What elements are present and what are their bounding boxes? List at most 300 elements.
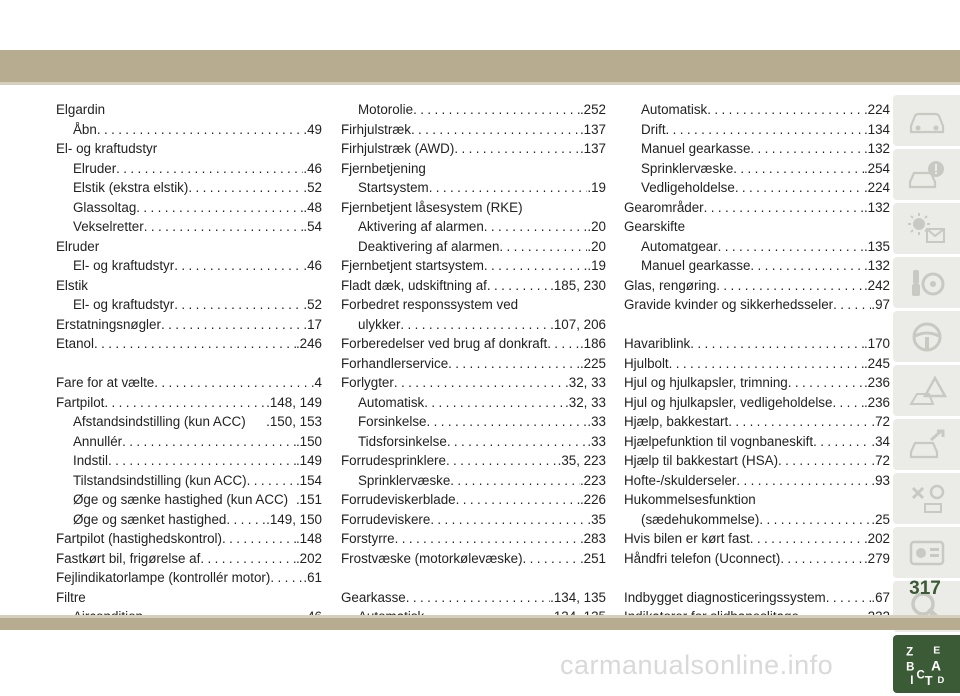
tab-service[interactable] bbox=[893, 419, 960, 470]
entry-term: Elstik bbox=[56, 277, 88, 293]
dot-leader bbox=[426, 412, 587, 432]
entry-term: Fjernbetjent låsesystem (RKE) bbox=[341, 199, 523, 215]
index-column-3 bbox=[624, 100, 890, 627]
svg-text:C: C bbox=[916, 669, 925, 682]
index-entry[interactable] bbox=[56, 588, 322, 608]
dot-leader bbox=[136, 198, 303, 218]
entry-term: Øge og sænket hastighed bbox=[73, 511, 227, 527]
dot-leader bbox=[200, 549, 296, 569]
entry-term: Frostvæske (motorkølevæske) bbox=[341, 550, 523, 566]
index-entry[interactable] bbox=[341, 354, 606, 374]
page-reference[interactable]: .19 bbox=[587, 180, 606, 195]
watermark: carmanualsonline.info bbox=[560, 650, 834, 680]
multimedia-icon bbox=[907, 536, 947, 570]
entry-term: Elgardin bbox=[56, 102, 106, 117]
page-reference[interactable]: .252 bbox=[579, 102, 606, 117]
dot-leader bbox=[154, 373, 311, 393]
entry-term: Forhandlerservice bbox=[341, 355, 449, 371]
svg-text:Z: Z bbox=[905, 646, 913, 659]
index-entry[interactable] bbox=[624, 471, 890, 491]
dot-leader bbox=[413, 100, 580, 120]
entry-term: Fastkørt bil, frigørelse af bbox=[56, 550, 201, 566]
index-subentry[interactable] bbox=[624, 256, 890, 276]
entry-term: Tilstandsindstilling (kun ACC) bbox=[73, 472, 247, 488]
dot-leader bbox=[735, 178, 864, 198]
page-reference[interactable]: .137 bbox=[579, 121, 606, 137]
page-reference[interactable]: .135 bbox=[863, 238, 890, 254]
sun-message-icon bbox=[907, 212, 947, 246]
entry-term: Glas, rengøring bbox=[624, 277, 717, 293]
page-reference[interactable]: .225 bbox=[579, 355, 606, 371]
page-reference[interactable]: .33 bbox=[587, 433, 606, 449]
page-reference[interactable]: .148 bbox=[295, 531, 322, 546]
page-reference[interactable]: .17 bbox=[303, 316, 322, 332]
car-icon bbox=[907, 104, 947, 138]
index-entry[interactable] bbox=[341, 549, 606, 569]
entry-term: Erstatningsnøgler bbox=[56, 316, 161, 332]
entry-term: Forsinkelse bbox=[358, 414, 427, 429]
page-reference[interactable]: .4 bbox=[310, 375, 322, 390]
index-subentry[interactable] bbox=[56, 412, 322, 432]
entry-term: Manuel gearkasse bbox=[641, 258, 751, 273]
entry-term: Hjulbolt bbox=[624, 355, 669, 371]
svg-text:B: B bbox=[905, 661, 914, 674]
emergency-triangle-icon bbox=[907, 374, 947, 408]
index-entry[interactable] bbox=[624, 295, 890, 315]
index-entry[interactable] bbox=[341, 334, 606, 354]
page-reference[interactable]: .202 bbox=[863, 531, 890, 546]
index-subentry[interactable] bbox=[56, 120, 322, 140]
entry-term: Hjul og hjulkapsler, vedligeholdelse bbox=[624, 394, 833, 410]
index-entry[interactable] bbox=[341, 295, 606, 315]
dot-leader bbox=[832, 393, 864, 413]
svg-text:T: T bbox=[924, 673, 933, 685]
entry-term: Forlygter bbox=[341, 375, 394, 390]
page-reference[interactable]: .61 bbox=[303, 570, 322, 585]
entry-term: (sædehukommelse) bbox=[641, 511, 760, 527]
tab-index[interactable] bbox=[893, 635, 960, 693]
svg-text:E: E bbox=[932, 645, 940, 657]
dot-leader bbox=[446, 451, 558, 471]
index-subentry[interactable] bbox=[341, 393, 606, 413]
dot-leader bbox=[395, 529, 580, 549]
entry-term: Sprinklervæske bbox=[358, 472, 451, 488]
entry-term: Manuel gearkasse bbox=[641, 141, 751, 156]
entry-term: Gearkasse bbox=[341, 589, 406, 605]
index-entry[interactable] bbox=[341, 276, 606, 296]
index-entry[interactable] bbox=[624, 588, 890, 608]
tab-starting-driving[interactable] bbox=[893, 311, 960, 362]
tab-dashboard-info[interactable] bbox=[893, 149, 960, 200]
entry-term: Startsystem bbox=[358, 180, 429, 195]
page-reference[interactable]: .46 bbox=[303, 258, 322, 273]
page-reference[interactable]: .148, 149 bbox=[266, 394, 322, 410]
index-entry[interactable] bbox=[624, 412, 890, 432]
index-subentry[interactable] bbox=[56, 295, 322, 315]
page-reference[interactable]: .33 bbox=[587, 414, 606, 429]
page-reference[interactable]: .226 bbox=[579, 492, 606, 507]
dot-leader bbox=[456, 490, 580, 510]
entry-term: Glassoltag bbox=[73, 199, 137, 215]
page-reference[interactable]: .185, 230 bbox=[550, 277, 606, 293]
entry-term: Annullér bbox=[73, 433, 123, 449]
index-entry[interactable] bbox=[56, 568, 322, 588]
index-subentry[interactable] bbox=[341, 178, 606, 198]
index-subentry[interactable] bbox=[624, 139, 890, 159]
index-entry[interactable] bbox=[56, 529, 322, 549]
warning-car-icon bbox=[907, 158, 947, 192]
entry-term: El- og kraftudstyr bbox=[73, 258, 175, 273]
index-subentry[interactable] bbox=[624, 120, 890, 140]
page-reference[interactable]: .132 bbox=[863, 141, 890, 156]
page-reference[interactable]: .72 bbox=[871, 414, 890, 429]
page-reference[interactable]: .279 bbox=[863, 550, 890, 566]
gear-settings-icon bbox=[907, 482, 947, 516]
page-reference[interactable]: .150 bbox=[295, 433, 322, 449]
entry-term: El- og kraftudstyr bbox=[73, 297, 175, 312]
index-gap bbox=[56, 354, 322, 374]
entry-term: ulykker bbox=[358, 316, 401, 332]
entry-term: Fjernbetjening bbox=[341, 160, 426, 176]
page-number: 317 bbox=[909, 578, 941, 599]
page-reference[interactable]: .223 bbox=[579, 472, 606, 488]
page-reference[interactable]: .151 bbox=[295, 492, 322, 507]
dot-leader bbox=[499, 237, 587, 257]
page-reference[interactable]: .67 bbox=[871, 589, 890, 605]
page-reference[interactable]: .202 bbox=[295, 550, 322, 566]
index-entry[interactable] bbox=[341, 373, 606, 393]
header-bar bbox=[0, 50, 960, 82]
page-reference[interactable]: .283 bbox=[579, 531, 606, 546]
entry-term: Fartpilot bbox=[56, 394, 105, 410]
page-reference[interactable]: .48 bbox=[303, 199, 322, 215]
svg-text:D: D bbox=[936, 673, 944, 685]
index-entry[interactable] bbox=[56, 315, 322, 335]
dot-leader bbox=[788, 373, 864, 393]
dot-leader bbox=[222, 529, 296, 549]
dot-leader bbox=[424, 393, 565, 413]
index-subentry[interactable] bbox=[624, 159, 890, 179]
entry-term: Hjælp, bakkestart bbox=[624, 414, 729, 429]
index-subentry[interactable] bbox=[56, 490, 322, 510]
index-column-1 bbox=[56, 100, 322, 627]
index-entry[interactable] bbox=[56, 334, 322, 354]
entry-term: Fare for at vælte bbox=[56, 375, 155, 390]
index-entry[interactable] bbox=[341, 198, 606, 218]
index-entry[interactable] bbox=[624, 393, 890, 413]
entry-term: Deaktivering af alarmen bbox=[358, 238, 500, 254]
page-reference[interactable]: .186 bbox=[579, 336, 606, 351]
dot-leader bbox=[188, 178, 303, 198]
tab-warning-lights[interactable] bbox=[893, 203, 960, 254]
dot-leader bbox=[750, 256, 864, 276]
page-reference[interactable]: .254 bbox=[863, 160, 890, 176]
index-entry[interactable] bbox=[56, 100, 322, 120]
page-reference[interactable]: .245 bbox=[863, 355, 890, 371]
entry-term: Vedligeholdelse bbox=[641, 180, 735, 195]
page-reference[interactable]: .154 bbox=[295, 472, 322, 488]
index-subentry[interactable] bbox=[341, 100, 606, 120]
dot-leader bbox=[226, 510, 266, 530]
index-entry[interactable] bbox=[624, 354, 890, 374]
entry-term: Hjælpefunktion til vognbaneskift bbox=[624, 433, 814, 449]
dot-leader bbox=[454, 139, 580, 159]
dot-leader bbox=[411, 120, 580, 140]
page-reference[interactable]: .137 bbox=[579, 141, 606, 156]
index-subentry[interactable] bbox=[56, 178, 322, 198]
dot-leader bbox=[759, 510, 871, 530]
index-subentry[interactable] bbox=[341, 412, 606, 432]
page-reference[interactable]: .134 bbox=[863, 121, 890, 137]
dot-leader bbox=[400, 315, 550, 335]
entry-term: Fejlindikatorlampe (kontrollér motor) bbox=[56, 570, 271, 585]
page-reference[interactable]: .49 bbox=[303, 121, 322, 137]
footer-bar bbox=[0, 618, 960, 630]
entry-term: Forbedret responssystem ved bbox=[341, 297, 519, 312]
entry-term: Aktivering af alarmen bbox=[358, 219, 484, 234]
page-reference[interactable]: .246 bbox=[295, 336, 322, 351]
index-entry[interactable] bbox=[624, 490, 890, 510]
entry-term: Forrudeviskerblade bbox=[341, 492, 456, 507]
svg-text:A: A bbox=[930, 658, 941, 674]
page-reference[interactable]: .134, 135 bbox=[550, 589, 606, 605]
index-entry[interactable] bbox=[341, 490, 606, 510]
entry-term: Hjælp til bakkestart (HSA) bbox=[624, 453, 779, 468]
dot-leader bbox=[450, 471, 580, 491]
index-subentry[interactable] bbox=[624, 100, 890, 120]
page-reference[interactable]: .20 bbox=[587, 238, 606, 254]
entry-term: Etanol bbox=[56, 336, 94, 351]
page-reference[interactable]: .251 bbox=[579, 550, 606, 566]
dot-leader bbox=[104, 393, 266, 413]
index-subentry[interactable] bbox=[341, 432, 606, 452]
entry-term: Firhjulstræk (AWD) bbox=[341, 141, 455, 156]
dot-leader bbox=[523, 549, 580, 569]
dot-leader bbox=[718, 237, 864, 257]
dot-leader bbox=[813, 432, 871, 452]
dot-leader bbox=[448, 354, 580, 374]
index-entry[interactable] bbox=[624, 198, 890, 218]
svg-text:I: I bbox=[909, 674, 913, 685]
tab-specifications[interactable] bbox=[893, 473, 960, 524]
index-subentry[interactable] bbox=[624, 237, 890, 257]
index-gap bbox=[624, 315, 890, 335]
entry-term: Åbn bbox=[73, 121, 97, 137]
page-reference[interactable]: .35 bbox=[587, 511, 606, 527]
wrench-car-icon bbox=[907, 428, 947, 462]
dot-leader bbox=[547, 334, 580, 354]
index-subentry[interactable] bbox=[624, 178, 890, 198]
entry-term: Hukommelsesfunktion bbox=[624, 492, 756, 507]
index-subentry[interactable] bbox=[56, 159, 322, 179]
dot-leader bbox=[750, 139, 864, 159]
dot-leader bbox=[780, 549, 864, 569]
entry-term: Drift bbox=[641, 121, 666, 137]
page-reference[interactable]: .32, 33 bbox=[565, 375, 606, 390]
index-entry[interactable] bbox=[341, 120, 606, 140]
index-entry[interactable] bbox=[56, 549, 322, 569]
index-entry[interactable] bbox=[56, 276, 322, 296]
page-reference[interactable]: .52 bbox=[303, 180, 322, 195]
index-entry[interactable] bbox=[341, 139, 606, 159]
dot-leader bbox=[108, 451, 296, 471]
index-subentry[interactable] bbox=[56, 432, 322, 452]
index-entry[interactable] bbox=[624, 432, 890, 452]
dot-leader bbox=[750, 529, 864, 549]
page-reference[interactable]: .32, 33 bbox=[565, 394, 606, 410]
entry-term: Afstandsindstilling (kun ACC) bbox=[73, 414, 246, 429]
header-bar-line bbox=[0, 82, 960, 85]
entry-term: Gravide kvinder og sikkerhedsseler bbox=[624, 297, 834, 312]
page-reference[interactable]: .236 bbox=[863, 394, 890, 410]
dot-leader bbox=[707, 100, 864, 120]
page-reference[interactable]: .34 bbox=[871, 433, 890, 449]
dot-leader bbox=[669, 354, 864, 374]
dot-leader bbox=[690, 334, 864, 354]
index-subentry[interactable] bbox=[341, 315, 606, 335]
index-subentry[interactable] bbox=[341, 237, 606, 257]
page-reference[interactable]: .19 bbox=[587, 258, 606, 273]
dot-leader bbox=[429, 178, 588, 198]
index-entry[interactable] bbox=[56, 139, 322, 159]
page-reference[interactable]: .149 bbox=[295, 453, 322, 468]
entry-term: Firhjulstræk bbox=[341, 121, 411, 137]
page-reference[interactable]: .224 bbox=[863, 102, 890, 117]
index-entry[interactable] bbox=[624, 529, 890, 549]
entry-term: Fartpilot (hastighedskontrol) bbox=[56, 531, 222, 546]
entry-term: Elstik (ekstra elstik) bbox=[73, 180, 189, 195]
dot-leader bbox=[94, 334, 296, 354]
index-column-2 bbox=[341, 100, 606, 627]
page-reference[interactable]: .170 bbox=[863, 336, 890, 351]
index-subentry[interactable] bbox=[56, 451, 322, 471]
dot-leader bbox=[826, 588, 872, 608]
index-entry[interactable] bbox=[624, 549, 890, 569]
index-entry[interactable] bbox=[624, 373, 890, 393]
index-entry[interactable] bbox=[341, 510, 606, 530]
dot-leader bbox=[247, 471, 296, 491]
entry-term: El- og kraftudstyr bbox=[56, 141, 158, 156]
page-reference[interactable]: .93 bbox=[871, 472, 890, 488]
dot-leader bbox=[733, 159, 864, 179]
entry-term: Automatisk bbox=[358, 394, 425, 410]
index-entry[interactable] bbox=[341, 588, 606, 608]
index-subentry[interactable] bbox=[56, 471, 322, 491]
entry-term: Tidsforsinkelse bbox=[358, 433, 447, 449]
dot-leader bbox=[97, 120, 304, 140]
entry-term: Gearområder bbox=[624, 199, 704, 215]
entry-term: Elruder bbox=[56, 238, 100, 254]
tab-multimedia[interactable] bbox=[893, 527, 960, 578]
index-entry[interactable] bbox=[341, 256, 606, 276]
index-subentry[interactable] bbox=[624, 510, 890, 530]
dot-leader bbox=[736, 471, 871, 491]
dot-leader bbox=[394, 373, 565, 393]
page-reference[interactable]: .72 bbox=[871, 453, 890, 468]
page-reference[interactable]: .54 bbox=[303, 219, 322, 234]
dot-leader bbox=[728, 412, 871, 432]
page-reference[interactable]: .224 bbox=[863, 180, 890, 195]
dot-leader bbox=[116, 159, 303, 179]
steering-wheel-icon bbox=[907, 320, 947, 354]
tab-safety[interactable] bbox=[893, 257, 960, 308]
top-margin bbox=[0, 0, 960, 50]
index-entry[interactable] bbox=[624, 276, 890, 296]
dot-leader bbox=[447, 432, 588, 452]
entry-term: Forrudeviskere bbox=[341, 511, 431, 527]
index-entry[interactable] bbox=[624, 334, 890, 354]
entry-term: Gearskifte bbox=[624, 219, 686, 234]
entry-term: Elruder bbox=[73, 160, 117, 176]
entry-term: Hofte-/skulderseler bbox=[624, 472, 737, 488]
dot-leader bbox=[704, 198, 864, 218]
entry-term: Automatisk bbox=[641, 102, 708, 117]
index-subentry[interactable] bbox=[341, 217, 606, 237]
index-subentry[interactable] bbox=[341, 471, 606, 491]
index-subentry[interactable] bbox=[56, 198, 322, 218]
dot-leader bbox=[161, 315, 303, 335]
page-reference[interactable]: .150, 153 bbox=[266, 414, 322, 429]
index-subentry[interactable] bbox=[56, 256, 322, 276]
index-entry[interactable] bbox=[341, 529, 606, 549]
dot-leader bbox=[484, 256, 587, 276]
entry-term: Hjul og hjulkapsler, trimning bbox=[624, 375, 788, 390]
entry-term: Vekselretter bbox=[73, 219, 144, 234]
page-reference[interactable]: .107, 206 bbox=[550, 316, 606, 332]
page-reference[interactable]: .132 bbox=[863, 258, 890, 273]
dot-leader bbox=[122, 432, 296, 452]
tab-vehicle[interactable] bbox=[893, 95, 960, 146]
index-gap bbox=[624, 568, 890, 588]
index-entry[interactable] bbox=[624, 451, 890, 471]
entry-term: Øge og sænke hastighed (kun ACC) bbox=[73, 492, 289, 507]
entry-term: Sprinklervæske bbox=[641, 160, 734, 176]
page-reference[interactable]: .132 bbox=[863, 199, 890, 215]
entry-term: Fjernbetjent startsystem bbox=[341, 258, 484, 273]
page-reference[interactable]: .149, 150 bbox=[266, 511, 322, 527]
dot-leader bbox=[778, 451, 871, 471]
dot-leader bbox=[487, 276, 550, 296]
page-reference[interactable]: .25 bbox=[871, 511, 890, 527]
page-reference[interactable]: .236 bbox=[863, 375, 890, 390]
dot-leader bbox=[430, 510, 587, 530]
index-subentry[interactable] bbox=[56, 510, 322, 530]
dot-leader bbox=[406, 588, 550, 608]
index-entry[interactable] bbox=[341, 159, 606, 179]
entry-term: Fladt dæk, udskiftning af bbox=[341, 277, 487, 293]
index-entry[interactable] bbox=[341, 451, 606, 471]
page-reference[interactable]: .20 bbox=[587, 219, 606, 234]
page-reference[interactable]: .35, 223 bbox=[557, 453, 606, 468]
tab-emergency[interactable] bbox=[893, 365, 960, 416]
index-entry[interactable] bbox=[56, 373, 322, 393]
entry-term: Havariblink bbox=[624, 336, 691, 351]
index-letters-icon bbox=[904, 643, 950, 685]
page-reference[interactable]: .52 bbox=[303, 297, 322, 312]
entry-term: Håndfri telefon (Uconnect) bbox=[624, 550, 781, 566]
entry-term: Filtre bbox=[56, 589, 86, 605]
page-reference[interactable]: .97 bbox=[871, 297, 890, 312]
index-subentry[interactable] bbox=[56, 217, 322, 237]
page-reference[interactable]: .46 bbox=[303, 160, 322, 176]
entry-term: Automatgear bbox=[641, 238, 718, 254]
dot-leader bbox=[144, 217, 304, 237]
index-entry[interactable] bbox=[56, 393, 322, 413]
index-entry[interactable] bbox=[624, 217, 890, 237]
chapter-tabs bbox=[893, 95, 960, 696]
page-reference[interactable]: .242 bbox=[863, 277, 890, 293]
index-entry[interactable] bbox=[56, 237, 322, 257]
